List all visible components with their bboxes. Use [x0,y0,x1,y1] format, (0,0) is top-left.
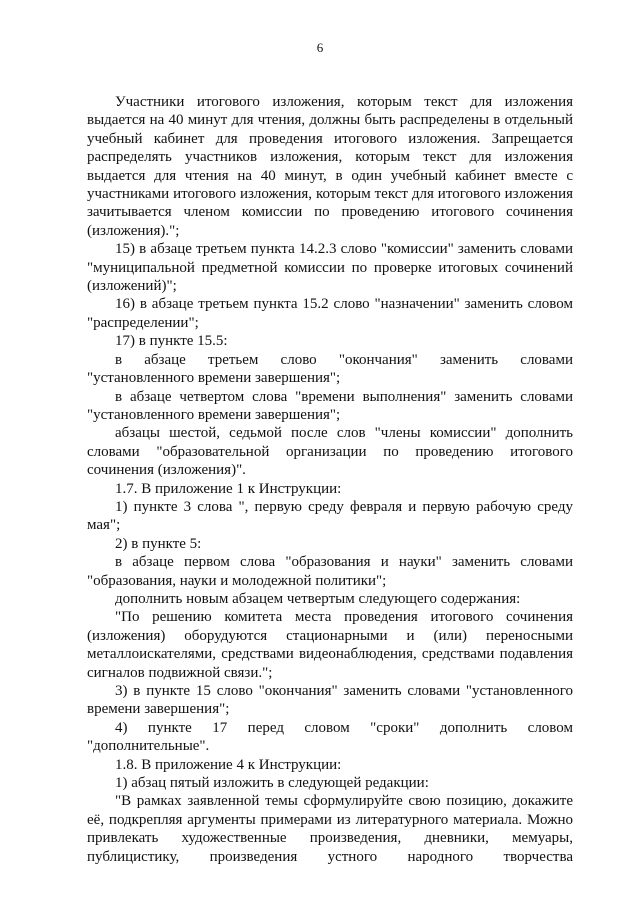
paragraph: 15) в абзаце третьем пункта 14.2.3 слово "комиссии" заменить словами "муниципальной предметной комиссии по проверке итоговых сочинений (изложений)"; [87,241,573,295]
paragraph: 1) абзац пятый изложить в следующей редакции: [115,775,429,792]
paragraph: абзацы шестой, седьмой после слов "члены комиссии" дополнить словами "образовательной организации по проведению итогового сочинения (изложения)". [87,425,573,479]
paragraph: в абзаце третьем слово "окончания" заменить словами "установленного времени завершения"; [87,351,573,387]
paragraph: "В рамках заявленной темы сформулируйте свою позицию, докажите её, подкрепляя аргументы примерами из литературного материала. Можно привлекать художественные произведения, дневники, мемуары, публицистику, произведения устного народного творчества [87,793,573,865]
paragraph: 2) в пункте 5: [115,535,202,552]
paragraph: Участники итогового изложения, которым текст для изложения выдается на 40 минут для чтения, должны быть распределены в отдельный учебный кабинет для проведения итогового изложения. Запрещается распределять участников изложения, которым текст для изложения выдается для чтения на 40 минут, в один учебный кабинет вместе с участниками итогового изложения, которым текст для итогового изложения зачитывается членом комиссии по проведению итогового сочинения (изложения)."; [87,94,573,239]
paragraph: 17) в пункте 15.5: [115,333,228,350]
paragraph: в абзаце первом слова "образования и науки" заменить словами "образования, науки и молодежной политики"; [87,554,573,589]
section-heading: 1.8. В приложение 4 к Инструкции: [115,756,342,773]
page-number: 6 [316,40,324,55]
paragraph: 3) в пункте 15 слово "окончания" заменить словами "установленного времени завершения"; [87,683,573,718]
paragraph: в абзаце четвертом слова "времени выполнения" заменить словами "установленного времени завершения"; [87,388,573,423]
document-body [87,93,573,866]
section-heading: 1.7. В приложение 1 к Инструкции: [115,480,342,497]
paragraph: "По решению комитета места проведения итогового сочинения (изложения) оборудуются стационарными и (или) переносными металлоискателями, средствами видеонаблюдения, средствами подавления сигналов подвижной связи."; [87,609,573,681]
paragraph: 4) пункте 17 перед словом "сроки" дополнить словом "дополнительные". [87,719,573,755]
paragraph: дополнить новым абзацем четвертым следующего содержания: [115,590,521,607]
paragraph: 16) в абзаце третьем пункта 15.2 слово "назначении" заменить словом "распределении"; [87,296,573,331]
paragraph: 1) пункте 3 слова ", первую среду февраля и первую рабочую среду мая"; [87,498,573,534]
